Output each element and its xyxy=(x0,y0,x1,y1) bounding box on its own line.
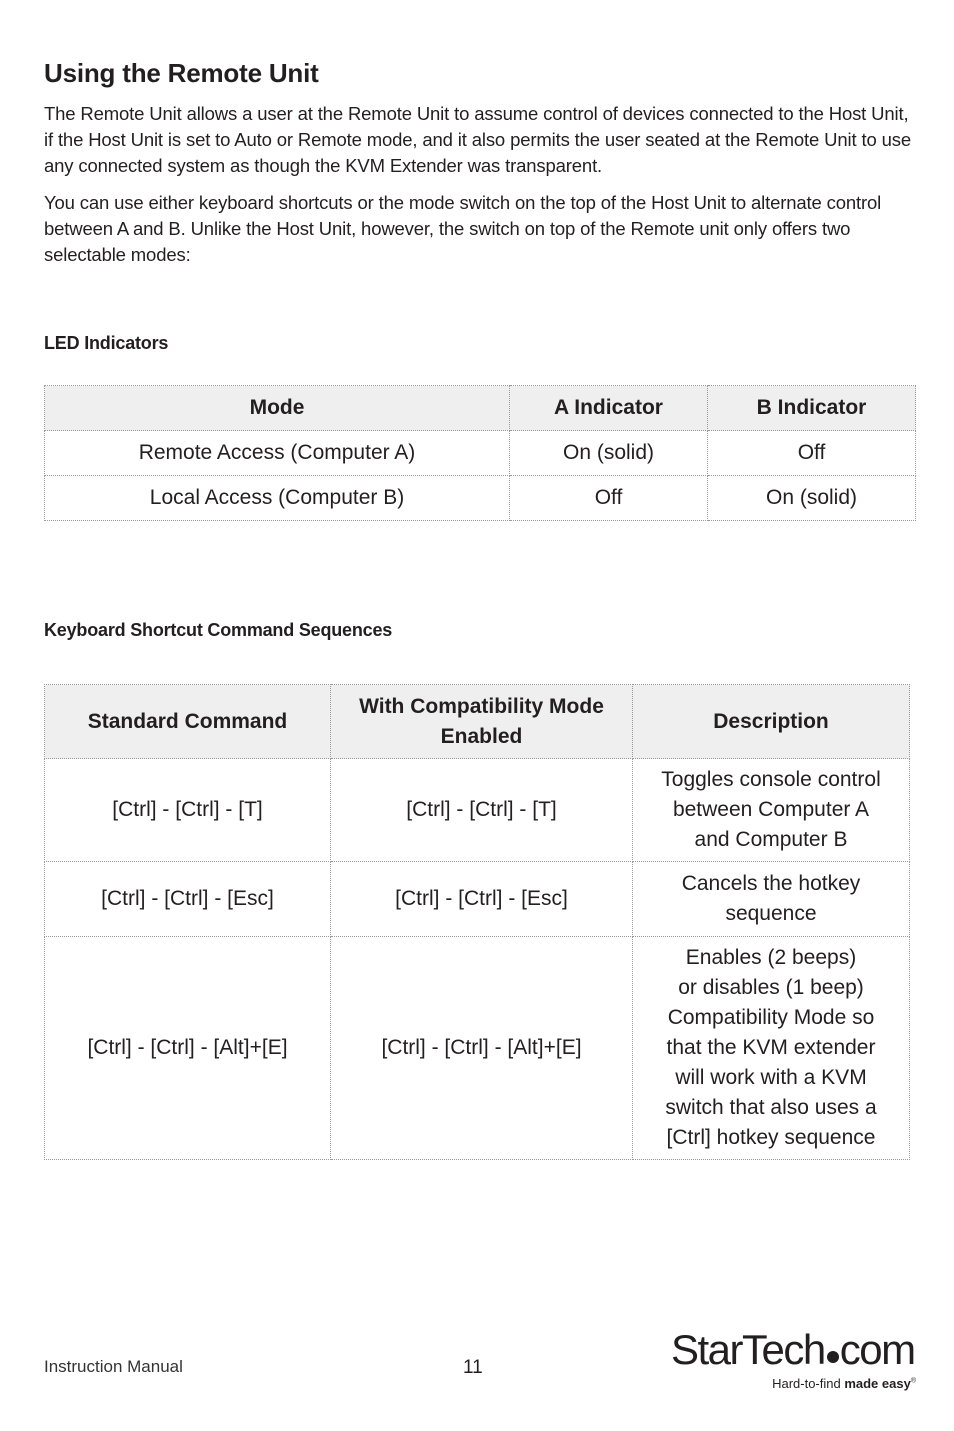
table-row xyxy=(45,759,910,862)
intro-paragraph: The Remote Unit allows a user at the Remote Unit to assume control of devices connected to the Host Unit, if the Host Unit is set to Auto or Remote mode, and it also permits the user seated at the Remote Unit to use any connected system as though the KVM Extender was transparent. xyxy=(44,103,911,176)
cell-compatibility-command: [Ctrl] - [Ctrl] - [T] xyxy=(331,759,633,862)
led-section-title: LED Indicators xyxy=(44,333,169,353)
cell-a-indicator: Off xyxy=(510,476,708,521)
cell-description: Toggles console control between Computer A and Computer B xyxy=(633,759,910,862)
cell-compatibility-command: [Ctrl] - [Ctrl] - [Alt]+[E] xyxy=(331,937,633,1160)
table-header-row xyxy=(45,685,910,759)
logo-name-part2: com xyxy=(839,1326,915,1373)
table-row xyxy=(45,431,916,476)
cell-description: Enables (2 beeps) or disables (1 beep) Compatibility Mode so that the KVM extender will work with a KVM switch that also uses a [Ctrl] hotkey sequence xyxy=(633,937,910,1160)
cell-standard-command: [Ctrl] - [Ctrl] - [Esc] xyxy=(45,862,331,937)
tagline-normal: Hard-to-find xyxy=(772,1376,845,1391)
modes-paragraph: You can use either keyboard shortcuts or the mode switch on the top of the Host Unit to alternate control between A and B. Unlike the Host Unit, however, the switch on top of the Remote unit only offers two selectable modes: xyxy=(44,192,882,265)
header-description: Description xyxy=(633,685,910,759)
startech-logo xyxy=(668,1326,920,1398)
header-standard-command: Standard Command xyxy=(45,685,331,759)
cell-compatibility-command: [Ctrl] - [Ctrl] - [Esc] xyxy=(331,862,633,937)
keyboard-shortcuts-table xyxy=(44,684,910,1160)
table-header-row xyxy=(45,386,916,431)
logo-tagline xyxy=(772,1376,916,1391)
registered-mark: ® xyxy=(910,1377,916,1385)
page-title: Using the Remote Unit xyxy=(44,58,319,88)
cell-standard-command: [Ctrl] - [Ctrl] - [Alt]+[E] xyxy=(45,937,331,1160)
table-row xyxy=(45,862,910,937)
cell-mode: Remote Access (Computer A) xyxy=(45,431,510,476)
table-row xyxy=(45,476,916,521)
header-b-indicator: B Indicator xyxy=(708,386,916,431)
header-a-indicator: A Indicator xyxy=(510,386,708,431)
led-indicators-table xyxy=(44,385,916,521)
tagline-bold: made easy xyxy=(844,1376,911,1391)
header-mode: Mode xyxy=(45,386,510,431)
cell-mode: Local Access (Computer B) xyxy=(45,476,510,521)
logo-dot-icon xyxy=(827,1351,839,1363)
shortcut-section-title: Keyboard Shortcut Command Sequences xyxy=(44,620,393,640)
table-row xyxy=(45,937,910,1160)
cell-b-indicator: On (solid) xyxy=(708,476,916,521)
cell-description: Cancels the hotkey sequence xyxy=(633,862,910,937)
cell-standard-command: [Ctrl] - [Ctrl] - [T] xyxy=(45,759,331,862)
cell-a-indicator: On (solid) xyxy=(510,431,708,476)
footer-document-title: Instruction Manual xyxy=(44,1357,183,1376)
cell-b-indicator: Off xyxy=(708,431,916,476)
header-compatibility-command: With Compatibility Mode Enabled xyxy=(331,685,633,759)
logo-name-part1: StarTech xyxy=(671,1326,825,1373)
page-number: 11 xyxy=(463,1357,483,1378)
logo-wordmark xyxy=(671,1326,915,1374)
